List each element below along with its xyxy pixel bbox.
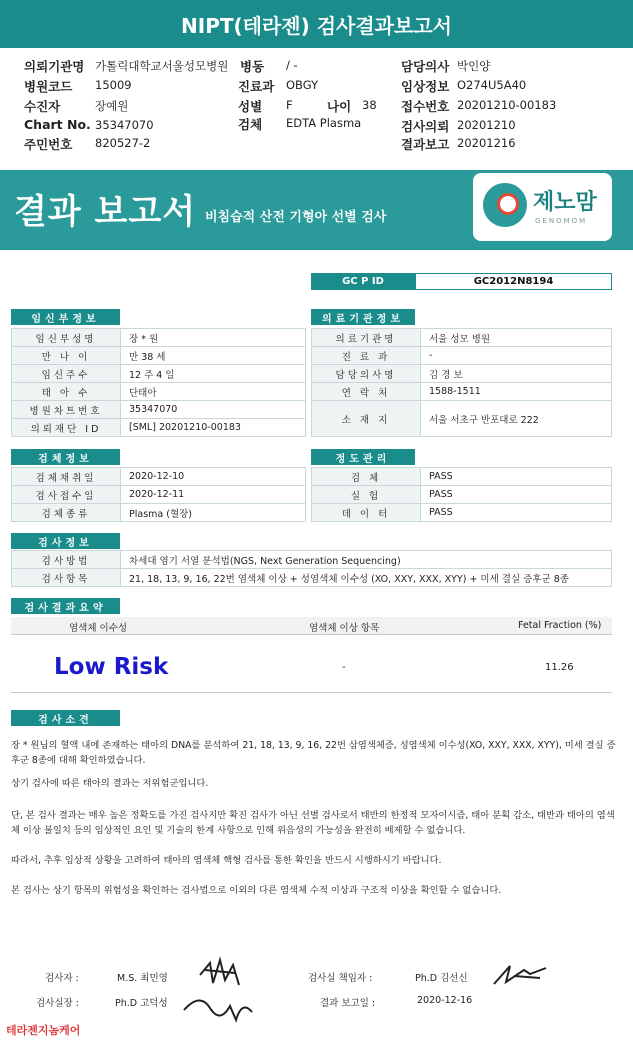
row-key: 의뢰재단 ID bbox=[12, 419, 121, 437]
receipt-value: 20201210-00183 bbox=[457, 98, 557, 112]
row-key: 검체종류 bbox=[12, 504, 121, 522]
logo-icon bbox=[483, 183, 527, 227]
director-label: 검사실장 : bbox=[36, 998, 79, 1009]
row-key: 임신주수 bbox=[12, 365, 121, 383]
pregnant-table bbox=[11, 328, 306, 437]
section-test: 검사정보 bbox=[11, 533, 120, 549]
row-value: 차세대 염기 서열 분석법(NGS, Next Generation Sequencing) bbox=[121, 551, 612, 569]
lab-head-name: Ph.D 김선신 bbox=[415, 973, 468, 984]
row-key: 임신부성명 bbox=[12, 329, 121, 347]
row-value: 서울 성모 병원 bbox=[421, 329, 612, 347]
row-value: 장 * 원 bbox=[121, 329, 306, 347]
findings-p3: 단, 본 검사 결과는 매우 높은 정확도를 가진 검사지만 확진 검사가 아닌 선별 검사로서 태반의 한정적 모자이시즘, 태아 분획 감소, 태반과 태아의 염색체 이상 불일치 등의 임상적인 요인 및 기술의 한계 사항으로 인해 위음성의 가능성을 완전히 배제할 수 없습니다. bbox=[11, 810, 615, 836]
company-logo: 테라젠지놈케어 bbox=[6, 1024, 81, 1037]
ward-label: 병동 bbox=[240, 59, 265, 74]
row-value: 2020-12-11 bbox=[121, 486, 306, 504]
row-value: - bbox=[421, 347, 612, 365]
header-info bbox=[0, 52, 633, 164]
row-value: PASS bbox=[421, 468, 612, 486]
summary-header bbox=[11, 617, 612, 635]
collector-value: 장예원 bbox=[95, 99, 129, 113]
row-value: PASS bbox=[421, 486, 612, 504]
table-row bbox=[12, 419, 306, 437]
findings-p1: 장 * 원님의 혈액 내에 존재하는 태아의 DNA를 분석하여 21, 18, 13, 9, 16, 22번 삼염색체증, 성염색체 이수성(XO, XXY, XXX, XYY), 미세 결실 증후군 8종에 대해 확인하였습니다. bbox=[11, 740, 616, 766]
row-value: 21, 18, 13, 9, 16, 22번 염색체 이상 + 성염색체 이수성 (XO, XXY, XXX, XYY) + 미세 결실 증후군 8종 bbox=[121, 569, 612, 587]
row-value: [SML] 20201210-00183 bbox=[121, 419, 306, 437]
age-value: 38 bbox=[362, 98, 377, 112]
row-key: 소 재 지 bbox=[312, 401, 421, 437]
clinical-label: 임상정보 bbox=[401, 79, 450, 94]
collector-label: 수진자 bbox=[24, 99, 61, 114]
row-key: 연 락 처 bbox=[312, 383, 421, 401]
table-row bbox=[12, 468, 306, 486]
qc-table bbox=[311, 467, 612, 522]
result-banner bbox=[0, 170, 633, 250]
table-row bbox=[12, 329, 306, 347]
table-row bbox=[12, 551, 612, 569]
banner-title: 결과 보고서 bbox=[14, 192, 197, 232]
table-row bbox=[312, 504, 612, 522]
medical-table bbox=[311, 328, 612, 437]
chart-label: Chart No. bbox=[24, 117, 91, 132]
row-key: 진 료 과 bbox=[312, 347, 421, 365]
row-key: 검사방법 bbox=[12, 551, 121, 569]
row-key: 검 체 bbox=[312, 468, 421, 486]
result-ff: 11.26 bbox=[545, 662, 574, 673]
id-value: 820527-2 bbox=[95, 136, 151, 150]
receipt-label: 접수번호 bbox=[401, 99, 450, 114]
specimen-value: EDTA Plasma bbox=[286, 116, 362, 130]
row-key: 병원차트번호 bbox=[12, 401, 121, 419]
specimen-label: 검체 bbox=[238, 117, 263, 132]
row-key: 검사접수일 bbox=[12, 486, 121, 504]
section-specimen: 검체정보 bbox=[11, 449, 120, 465]
id-label: 주민번호 bbox=[24, 137, 73, 152]
summary-col-aneuploidy: 염색체 이수성 bbox=[69, 623, 128, 634]
director-name: Ph.D 고덕성 bbox=[115, 998, 168, 1009]
findings-p4: 따라서, 추후 임상적 상황을 고려하여 태아의 염색체 핵형 검사를 통한 확인을 반드시 시행하시기 바랍니다. bbox=[11, 855, 442, 866]
table-row bbox=[12, 504, 306, 522]
test-table bbox=[11, 550, 612, 587]
table-row bbox=[12, 347, 306, 365]
summary-col-ff: Fetal Fraction (%) bbox=[518, 620, 602, 631]
request-label: 검사의뢰 bbox=[401, 119, 450, 134]
director-signature bbox=[180, 990, 260, 1026]
section-qc: 정도관리 bbox=[311, 449, 415, 465]
section-pregnant: 임신부정보 bbox=[11, 309, 120, 325]
clinical-value: O274U5A40 bbox=[457, 78, 527, 92]
sex-label: 성별 bbox=[238, 99, 263, 114]
findings-p2: 상기 검사에 따른 태아의 결과는 저위험군입니다. bbox=[11, 778, 209, 789]
institution-value: 가톨릭대학교서울성모병원 bbox=[95, 59, 229, 73]
row-value: 1588-1511 bbox=[421, 383, 612, 401]
chart-value: 35347070 bbox=[95, 118, 154, 132]
institution-label: 의뢰기관명 bbox=[24, 59, 85, 74]
row-key: 만 나 이 bbox=[12, 347, 121, 365]
summary-divider bbox=[11, 692, 612, 693]
row-value: 12 주 4 일 bbox=[121, 365, 306, 383]
report-date: 2020-12-16 bbox=[417, 995, 473, 1006]
gcp-id-value: GC2012N8194 bbox=[415, 273, 612, 290]
table-row bbox=[312, 383, 612, 401]
findings-p5: 본 검사는 상기 항목의 위험성을 확인하는 검사법으로 이외의 다른 염색체 수적 이상과 구조적 이상을 확인할 수 없습니다. bbox=[11, 885, 502, 896]
table-row bbox=[312, 329, 612, 347]
gcp-id-label: GC P ID bbox=[311, 273, 415, 290]
request-value: 20201210 bbox=[457, 118, 516, 132]
row-key: 태 아 수 bbox=[12, 383, 121, 401]
dept-label: 진료과 bbox=[238, 79, 275, 94]
logo-name: 제노맘 bbox=[533, 190, 597, 215]
table-row bbox=[312, 347, 612, 365]
table-row bbox=[312, 486, 612, 504]
row-key: 의료기관명 bbox=[312, 329, 421, 347]
row-key: 담당의사명 bbox=[312, 365, 421, 383]
section-summary: 검사결과요약 bbox=[11, 598, 120, 614]
banner-subtitle: 비침습적 산전 기형아 선별 검사 bbox=[205, 210, 387, 225]
doctor-value: 박인양 bbox=[457, 59, 491, 73]
sex-value: F bbox=[286, 98, 293, 112]
section-medical: 의료기관정보 bbox=[311, 309, 415, 325]
table-row bbox=[312, 365, 612, 383]
age-label: 나이 bbox=[327, 99, 352, 114]
table-row bbox=[12, 569, 612, 587]
table-row bbox=[312, 401, 612, 437]
tester-name: M.S. 최민영 bbox=[117, 973, 168, 984]
doctor-label: 담당의사 bbox=[401, 59, 450, 74]
table-row bbox=[12, 383, 306, 401]
section-findings: 검사소견 bbox=[11, 710, 120, 726]
lab-head-label: 검사실 책임자 : bbox=[308, 973, 373, 984]
report-label: 결과보고 bbox=[401, 137, 450, 152]
result-item: - bbox=[342, 662, 346, 673]
dept-value: OBGY bbox=[286, 78, 319, 92]
hospital-code-label: 병원코드 bbox=[24, 79, 73, 94]
row-key: 검체채취일 bbox=[12, 468, 121, 486]
row-value: 서울 서초구 반포대로 222 bbox=[421, 401, 612, 437]
genomom-logo bbox=[473, 173, 612, 241]
row-value: 2020-12-10 bbox=[121, 468, 306, 486]
row-value: 김 경 보 bbox=[421, 365, 612, 383]
row-key: 검사항목 bbox=[12, 569, 121, 587]
tester-label: 검사자 : bbox=[45, 973, 79, 984]
row-key: 실 험 bbox=[312, 486, 421, 504]
report-value: 20201216 bbox=[457, 136, 516, 150]
report-title: NIPT(테라젠) 검사결과보고서 bbox=[0, 0, 633, 48]
tester-signature bbox=[195, 955, 245, 990]
row-value: 단태아 bbox=[121, 383, 306, 401]
result-low-risk: Low Risk bbox=[54, 654, 169, 680]
lab-head-signature bbox=[490, 958, 550, 988]
logo-subtitle: GENOMOM bbox=[535, 217, 588, 225]
table-row bbox=[312, 468, 612, 486]
row-key: 데 이 터 bbox=[312, 504, 421, 522]
table-row bbox=[12, 365, 306, 383]
hospital-code-value: 15009 bbox=[95, 78, 132, 92]
ward-value: / - bbox=[286, 58, 298, 72]
report-date-label: 결과 보고일 : bbox=[320, 998, 376, 1009]
row-value: 35347070 bbox=[121, 401, 306, 419]
specimen-table bbox=[11, 467, 306, 522]
row-value: Plasma (혈장) bbox=[121, 504, 306, 522]
table-row bbox=[12, 486, 306, 504]
row-value: PASS bbox=[421, 504, 612, 522]
row-value: 만 38 세 bbox=[121, 347, 306, 365]
table-row bbox=[12, 401, 306, 419]
summary-col-abnormality: 염색체 이상 항목 bbox=[309, 623, 380, 634]
